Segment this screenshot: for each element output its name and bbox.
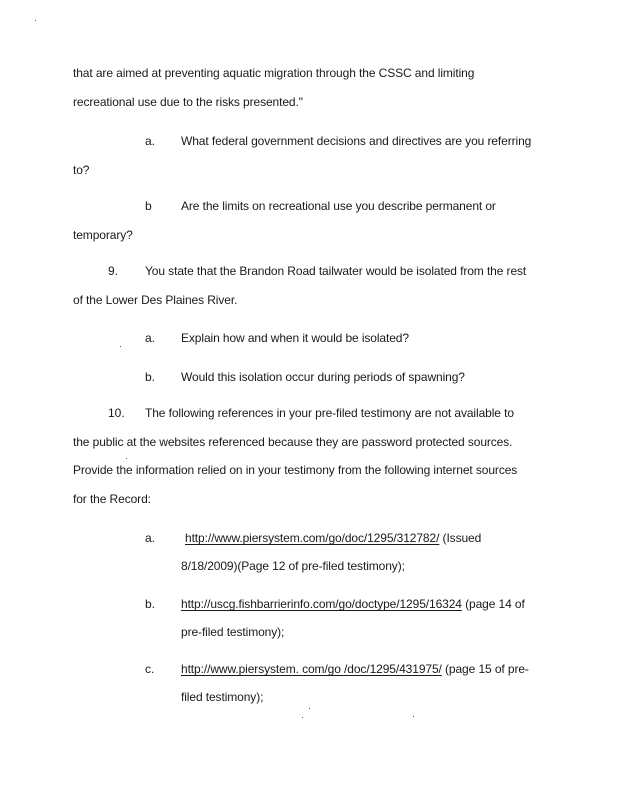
ref-a-link[interactable]: http://www.piersystem.com/go/doc/1295/312782/ — [185, 531, 440, 545]
scan-speck — [413, 716, 414, 717]
q10-line-4: for the Record: — [73, 492, 151, 506]
q8b-line-1: Are the limits on recreational use you describe permanent or — [181, 199, 496, 213]
ref-a-label: a. — [145, 531, 156, 545]
ref-c-after: (page 15 of pre- — [441, 662, 529, 676]
q9-line-1: You state that the Brandon Road tailwater would be isolated from the rest — [145, 264, 527, 278]
scan-speck — [120, 346, 121, 347]
ref-c-line-1 — [181, 662, 529, 676]
q9-number: 9. — [108, 264, 119, 278]
q8b-line-2: temporary? — [73, 228, 133, 242]
ref-b-link[interactable]: http://uscg.fishbarrierinfo.com/go/doctype/1295/16324 — [181, 597, 462, 611]
q8b-label: b — [145, 199, 152, 213]
q10-number: 10. — [108, 406, 125, 420]
q9a-text: Explain how and when it would be isolated? — [181, 331, 409, 345]
q10-line-3: Provide the information relied on in your testimony from the following internet sources — [73, 463, 518, 477]
scan-speck — [309, 708, 310, 709]
q9-line-2: of the Lower Des Plaines River. — [73, 293, 238, 307]
scan-speck — [302, 717, 303, 718]
ref-b-line-1 — [181, 597, 525, 611]
q8a-label: a. — [145, 134, 156, 148]
q10-line-2: the public at the websites referenced because they are password protected sources. — [73, 435, 513, 449]
q9b-text: Would this isolation occur during periods of spawning? — [181, 370, 465, 384]
ref-b-label: b. — [145, 597, 156, 611]
scan-speck — [35, 20, 36, 21]
ref-a-after: (Issued — [439, 531, 482, 545]
ref-c-line-2: filed testimony); — [181, 690, 264, 704]
q9a-label: a. — [145, 331, 156, 345]
ref-c-label: c. — [145, 662, 155, 676]
ref-b-after: (page 14 of — [461, 597, 525, 611]
ref-c-link[interactable]: http://www.piersystem. com/go /doc/1295/431975/ — [181, 662, 442, 676]
ref-b-line-2: pre-filed testimony); — [181, 625, 285, 639]
intro-line-1: that are aimed at preventing aquatic migration through the CSSC and limiting — [73, 66, 475, 80]
ref-a-line-1 — [185, 531, 481, 545]
scan-speck — [126, 458, 127, 459]
q10-line-1: The following references in your pre-filed testimony are not available to — [145, 406, 514, 420]
q8a-line-2: to? — [73, 163, 90, 177]
q9b-label: b. — [145, 370, 156, 384]
q8a-line-1: What federal government decisions and directives are you referring — [181, 134, 532, 148]
intro-line-2: recreational use due to the risks presented." — [73, 95, 303, 109]
ref-a-line-2: 8/18/2009)(Page 12 of pre-filed testimony); — [181, 559, 405, 573]
